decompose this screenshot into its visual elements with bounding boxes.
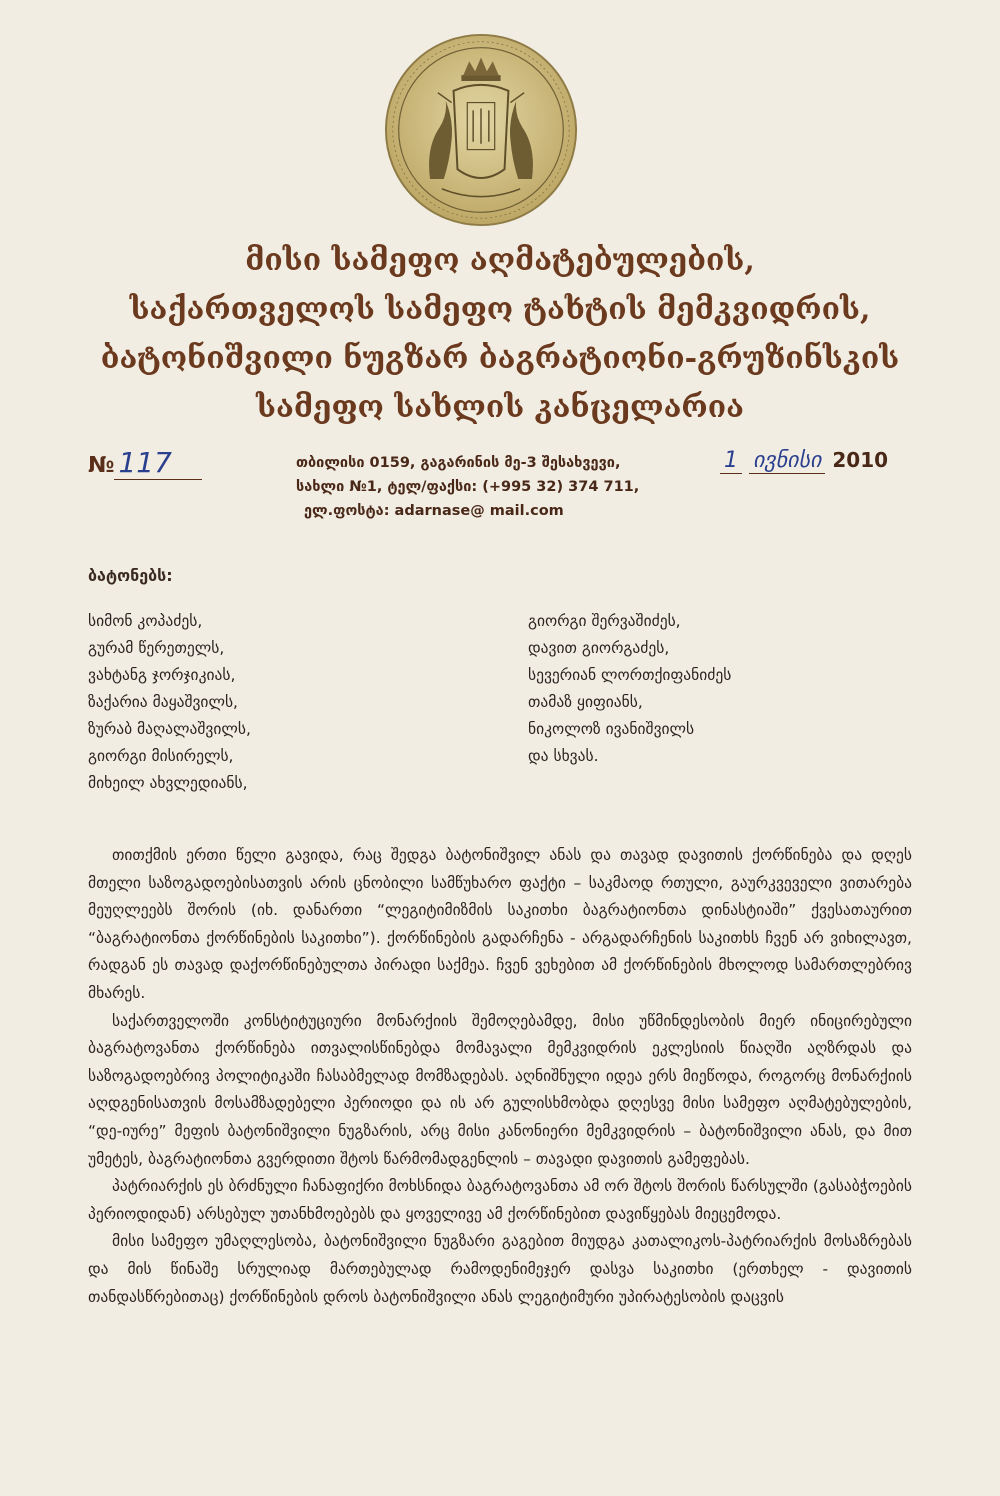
- address-line-3: ელ.ფოსტა: adarnase@ mail.com: [304, 503, 564, 519]
- addressee-name: და სხვას.: [528, 747, 599, 765]
- addressee-name: გიორგი მისირელს,: [88, 747, 234, 765]
- addressee-name: თამაზ ყიფიანს,: [528, 693, 643, 711]
- addressee-name: ნიკოლოზ ივანიშვილს: [528, 720, 695, 738]
- sender-address: [296, 451, 639, 523]
- addressee-name: მიხეილ ახვლედიანს,: [88, 774, 248, 792]
- address-line-2: სახლი №1, ტელ/ფაქსი: (+995 32) 374 711,: [296, 479, 640, 495]
- royal-seal-icon: [383, 32, 579, 228]
- addressee-name: ზაქარია მაყაშვილს,: [88, 693, 238, 711]
- registration-prefix: №: [88, 453, 115, 478]
- addressee-name: სიმონ კოპაძეს,: [88, 612, 203, 630]
- title-line-1: მისი სამეფო აღმატებულების,: [245, 243, 755, 278]
- date-year: 2010: [832, 448, 889, 472]
- body-paragraph: საქართველოში კონსტიტუციური მონარქიის შემოღებამდე, მისი უწმინდესობის მიერ ინიცირებული ბაგრატოვანთა ქორწინება ითვალისწინებდა მომავალი მემკვიდრის ეკლესიის წიაღში აღზრდას და საზოგადოებრივ პოლიტიკაში ჩასაბმელად მომზადებას. აღნიშნული იდეა ერს მიეწოდა, როგორც მონარქიის აღდგენისათვის მოსამზადებელი პერიოდი და ის არ გულისხმობდა დღესვე მისი სამეფო აღმატებულების, “დე-იურე” მეფის ბატონიშვილი ნუგზარის, არც მისი კანონიერი მემკვიდრის – ბატონიშვილი ანას, და მით უმეტეს, ბაგრატიონთა გვერდითი შტოს წარმომადგენლის – თავადი დავითის გამეფებას.: [88, 1011, 912, 1168]
- registration-number: [88, 446, 202, 480]
- addressee-list-right: [528, 608, 731, 770]
- addressee-name: ვახტანგ ჯორჯიკიას,: [88, 666, 236, 684]
- chancellery-title: [60, 236, 940, 432]
- addressee-name: სევერიან ლორთქიფანიძეს: [528, 666, 732, 684]
- body-paragraph: მისი სამეფო უმაღლესობა, ბატონიშვილი ნუგზარი გაგებით მიუდგა კათალიკოს-პატრიარქის მოსაზრებას და მის წინაშე სრულიად მართებულად რამოდენიმეჯერ დასვა საკითხი (ერთხელ - დავითის თანდასწრებითაც) ქორწინების დროს ბატონიშვილი ანას ლეგიტიმური უპირატესობის დაცვის: [88, 1232, 912, 1306]
- title-line-4: სამეფო სახლის კანცელარია: [256, 390, 744, 425]
- addressee-heading: ბატონებს:: [88, 566, 173, 585]
- addressee-name: გიორგი შერვაშიძეს,: [528, 612, 681, 630]
- title-line-2: საქართველოს სამეფო ტახტის მემკვიდრის,: [129, 292, 871, 327]
- date-day: 1: [720, 448, 742, 474]
- body-paragraph: თითქმის ერთი წელი გავიდა, რაც შედგა ბატონიშვილ ანას და თავად დავითის ქორწინება და დღეს მთელი საზოგადოებისათვის არის ცნობილი სამწუხარო ფაქტი – საკმაოდ რთული, გაურკვეველი ვითარება მეუღლეებს შორის (იხ. დანართი “ლეგიტიმიზმის საკითხი ბაგრატიონთა დინასტიაში” ქვესათაურით “ბაგრატიონთა ქორწინების საკითხი”). ქორწინების გადარჩენა - არგადარჩენის საკითხს ჩვენ არ ვიხილავთ, რადგან ეს თავად დაქორწინებულთა პირადი საქმეა. ჩვენ ვეხებით ამ ქორწინების მხოლოდ სამართლებრივ მხარეს.: [88, 846, 912, 1002]
- addressee-name: ზურაბ მაღალაშვილს,: [88, 720, 251, 738]
- registration-number-value: 117: [114, 446, 202, 480]
- title-line-3: ბატონიშვილი ნუგზარ ბაგრატიონი-გრუზინსკის: [100, 341, 900, 376]
- body-paragraph: პატრიარქის ეს ბრძნული ჩანაფიქრი მოხსნიდა ბაგრატოვანთა ამ ორ შტოს შორის წარსულში (გასაბჭოების პერიოდიდან) არსებულ უთანხმოებებს და ყოველივე ამ ქორწინებით დავიწყებას მიეცემოდა.: [88, 1177, 912, 1223]
- letter-date: [720, 448, 888, 474]
- letter-body: [88, 842, 912, 1311]
- addressee-list-left: [88, 608, 251, 797]
- date-month: ივნისი: [749, 448, 825, 474]
- address-line-1: თბილისი 0159, გაგარინის მე-3 შესახვევი,: [296, 455, 621, 471]
- addressee-name: გურამ წერეთელს,: [88, 639, 225, 657]
- addressee-name: დავით გიორგაძეს,: [528, 639, 670, 657]
